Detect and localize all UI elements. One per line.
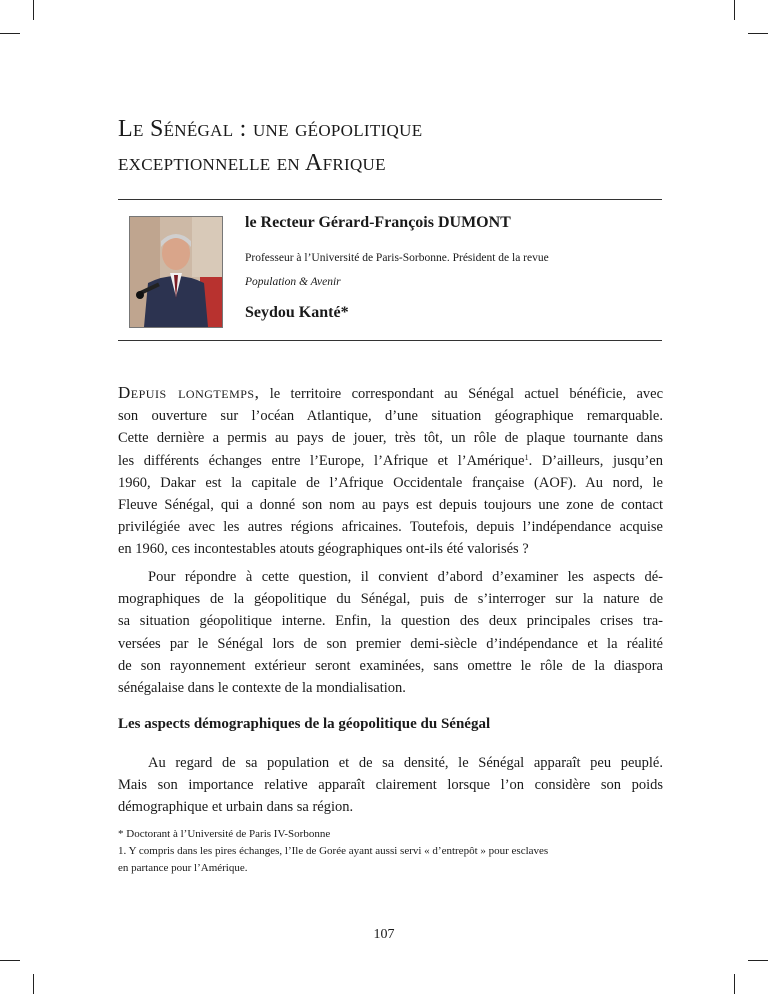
text-line: mographiques de la géopolitique du Sénégal, puis de s’interroger sur la nature de [118,591,663,608]
crop-mark [33,974,34,994]
author-name-1: le Recteur Gérard-François DUMONT [245,214,511,231]
text-line: démographique et urbain dans sa région. [118,799,354,816]
text-line: les différents échanges entre l’Europe, l’Afrique et l’Amérique$^1$. D’ailleurs, jusqu’en [118,452,663,469]
author-affiliation: Professeur à l’Université de Paris-Sorbonne. Président de la revue [245,252,549,264]
authors-divider [118,340,662,341]
text-line: 1960, Dakar est la capitale de l’Afrique Occidentale française (AOF). Au nord, le [118,474,663,491]
crop-mark [33,0,34,20]
footnotes [118,826,663,877]
crop-mark [748,33,768,34]
text-line: Au regard de sa population et de sa densité, le Sénégal apparaît peu peuplé. [148,755,663,771]
crop-mark [734,0,735,20]
text-line: sénégalaise dans le contexte de la mondialisation. [118,680,406,697]
text-line: Mais son importance relative apparaît clairement lorsque l’on considère son poids [118,777,663,794]
journal-name: Population & Avenir [245,276,341,288]
text-line: Cette dernière a permis au pays de jouer, très tôt, un rôle de plaque tournante dans [118,430,663,447]
footnote-1: 1. Y compris dans les pires échanges, l’Ile de Gorée ayant aussi servi « d’entrepôt » pour esclaves [118,845,549,857]
intro-paragraph [118,382,663,561]
article-title [118,112,678,180]
opening-words: Depuis longtemps, [118,383,260,402]
title-line-2: exceptionnelle en Afrique [118,150,386,176]
section-paragraph [118,752,663,819]
crop-mark [0,33,20,34]
section-heading: Les aspects démographiques de la géopolitique du Sénégal [118,716,491,732]
text-line: en 1960, ces incontestables atouts géographiques ont-ils été valorisés ? [118,541,529,558]
crop-mark [0,960,20,961]
footnote-1-continued: en partance pour l’Amérique. [118,862,248,874]
text-line: versées par le Sénégal lors de son premier demi-siècle d’indépendance et la réalité [118,635,663,652]
text-line: privilégiée avec les autres régions africaines. Toutefois, depuis l’indépendance acquise [118,519,663,536]
page-number: 107 [373,927,395,942]
title-line-1: Le Sénégal : une géopolitique [118,116,423,142]
crop-mark [748,960,768,961]
author-photo [129,216,223,328]
text-line: de son rayonnement extérieur seront examinées, sans omettre le rôle de la diaspora [118,657,663,674]
paragraph-2 [118,566,663,699]
top-divider [118,199,662,200]
text-line: Depuis longtemps, le territoire correspondant au Sénégal actuel bénéficie, avec [118,383,663,402]
footnote-ref[interactable]: 1 [524,452,529,462]
author-name-2: Seydou Kanté* [245,304,349,321]
text-line: sa situation géopolitique interne. Enfin, la question des deux principales crises tra- [118,613,663,630]
text-line: son ouverture sur l’océan Atlantique, d’une situation géographique remarquable. [118,408,663,425]
crop-mark [734,974,735,994]
text-line: Fleuve Sénégal, qui a donné son nom au pays est depuis toujours une zone de contact [118,497,663,514]
footnote-star: * Doctorant à l’Université de Paris IV-Sorbonne [118,828,331,840]
text-line: Pour répondre à cette question, il convient d’abord d’examiner les aspects dé- [148,569,663,585]
